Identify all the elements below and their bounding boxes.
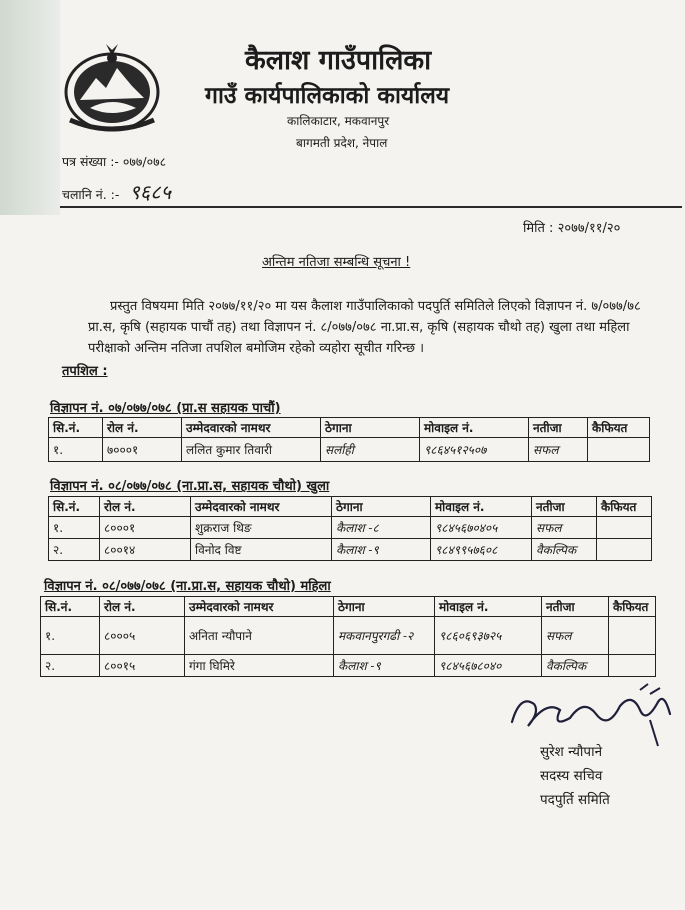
col-remarks: कैफियत (597, 497, 652, 517)
cell-remarks (597, 539, 652, 561)
table-header-row (49, 497, 652, 517)
result-table-2 (48, 496, 652, 561)
col-roll: रोल नं. (100, 497, 191, 517)
col-mobile: मोवाइल नं. (420, 418, 529, 438)
cell-result: सफल (532, 517, 597, 539)
address-line-2: बागमती प्रदेश, नेपाल (296, 136, 388, 150)
notice-subject: अन्तिम नतिजा सम्बन्धि सूचना ! (262, 255, 411, 270)
cell-mobile: ९८४९९५७६०८ (431, 539, 532, 561)
patra-label: पत्र संख्या :- (62, 154, 119, 169)
signatory-name: सुरेश न्यौपाने (540, 744, 603, 760)
cell-result: सफल (529, 438, 588, 462)
cell-name: गंगा घिमिरे (185, 655, 334, 677)
result-table-3 (40, 596, 656, 677)
chalani-label: चलानि नं. :- (62, 187, 120, 202)
patra-value: ०७७/०७८ (122, 154, 167, 169)
result-table-1 (48, 417, 650, 462)
cell-roll: ७०००१ (103, 438, 182, 462)
cell-remarks (609, 617, 656, 655)
cell-name: शुक्रराज थिङ (191, 517, 332, 539)
cell-roll: ८००१५ (100, 655, 185, 677)
table-row (49, 539, 652, 561)
col-sn: सि.नं. (49, 418, 103, 438)
cell-sn: १. (49, 517, 100, 539)
cell-remarks (609, 655, 656, 677)
table-header-row (41, 597, 656, 617)
cell-address: मकवानपुरगढी -२ (334, 617, 435, 655)
details-heading: तपशिल : (62, 364, 108, 379)
cell-name: विनोद विष्ट (191, 539, 332, 561)
cell-mobile: ९८४५६७८०४० (435, 655, 542, 677)
col-result: नतीजा (529, 418, 588, 438)
table-row (49, 517, 652, 539)
cell-sn: २. (41, 655, 100, 677)
office-name: गाउँ कार्यपालिकाको कार्यालय (205, 83, 450, 109)
notice-body: प्रस्तुत विषयमा मिति २०७७/११/२० मा यस कैलाश गाउँपालिकाको पदपुर्ति समितिले लिएको विज्ञापन नं. ७/०७७/७८ प्रा.स, कृषि (सहायक पाचौं तह) तथा विज्ञापन नं. ८/०७७/०७८ ना.प्रा.स, कृषि (सहायक चौथो तह) खुला तथा महिला परीक्षाको अन्तिम नतिजा तपशिल बमोजिम रहेको व्यहोरा सूचीत गरिन्छ । (88, 299, 641, 356)
col-address: ठेगाना (321, 418, 420, 438)
table-row (41, 655, 656, 677)
col-mobile: मोवाइल नं. (435, 597, 542, 617)
signatory-role: सदस्य सचिव (540, 768, 603, 784)
cell-roll: ८०००१ (100, 517, 191, 539)
cell-remarks (597, 517, 652, 539)
chalani-number (62, 178, 171, 205)
table-row (41, 617, 656, 655)
cell-address: कैलाश -९ (332, 539, 431, 561)
cell-sn: १. (41, 617, 100, 655)
col-address: ठेगाना (332, 497, 431, 517)
col-name: उम्मेदवारको नामथर (191, 497, 332, 517)
cell-sn: १. (49, 438, 103, 462)
col-remarks: कैफियत (588, 418, 650, 438)
section-title-1: विज्ञापन नं. ०७/०७७/०७८ (प्रा.स सहायक पाचौं) (50, 401, 281, 416)
cell-roll: ८०००५ (100, 617, 185, 655)
cell-mobile: ९८६०६९३७२५ (435, 617, 542, 655)
col-sn: सि.नं. (49, 497, 100, 517)
section-title-2: विज्ञापन नं. ०८/०७७/०७८ (ना.प्रा.स, सहायक चौथो) खुला (50, 479, 330, 494)
col-address: ठेगाना (334, 597, 435, 617)
col-roll: रोल नं. (103, 418, 182, 438)
scan-edge-shadow (0, 0, 60, 215)
section-title-3: विज्ञापन नं. ०८/०७७/०७८ (ना.प्रा.स, सहायक चौथो) महिला (44, 579, 331, 594)
chalani-value: ९६८५ (129, 180, 171, 204)
cell-sn: २. (49, 539, 100, 561)
table-header-row (49, 418, 650, 438)
cell-result: वैकल्पिक (532, 539, 597, 561)
cell-result: सफल (542, 617, 609, 655)
cell-address: कैलाश -८ (332, 517, 431, 539)
cell-remarks (588, 438, 650, 462)
cell-address: सर्लाही (321, 438, 420, 462)
cell-address: कैलाश -९ (334, 655, 435, 677)
cell-name: अनिता न्यौपाने (185, 617, 334, 655)
signatory-committee: पदपुर्ति समिति (540, 792, 610, 808)
col-mobile: मोवाइल नं. (431, 497, 532, 517)
col-result: नतीजा (542, 597, 609, 617)
col-result: नतीजा (532, 497, 597, 517)
cell-roll: ८००१४ (100, 539, 191, 561)
nepal-emblem-logo (62, 38, 162, 138)
patra-sankhya (62, 153, 166, 170)
col-sn: सि.नं. (41, 597, 100, 617)
col-roll: रोल नं. (100, 597, 185, 617)
municipality-name: कैलाश गाउँपालिका (245, 45, 432, 76)
signatory-block (540, 740, 610, 812)
cell-mobile: ९८४५६७०४०५ (431, 517, 532, 539)
col-name: उम्मेदवारको नामथर (182, 418, 321, 438)
document-date: मिति : २०७७/११/२० (523, 221, 621, 236)
col-name: उम्मेदवारको नामथर (185, 597, 334, 617)
cell-mobile: ९८६४५१२५०७ (420, 438, 529, 462)
table-row (49, 438, 650, 462)
col-remarks: कैफियत (609, 597, 656, 617)
header-divider (60, 206, 682, 208)
cell-name: ललित कुमार तिवारी (182, 438, 321, 462)
address-line-1: कालिकाटार, मकवानपुर (287, 114, 390, 128)
cell-result: वैकल्पिक (542, 655, 609, 677)
